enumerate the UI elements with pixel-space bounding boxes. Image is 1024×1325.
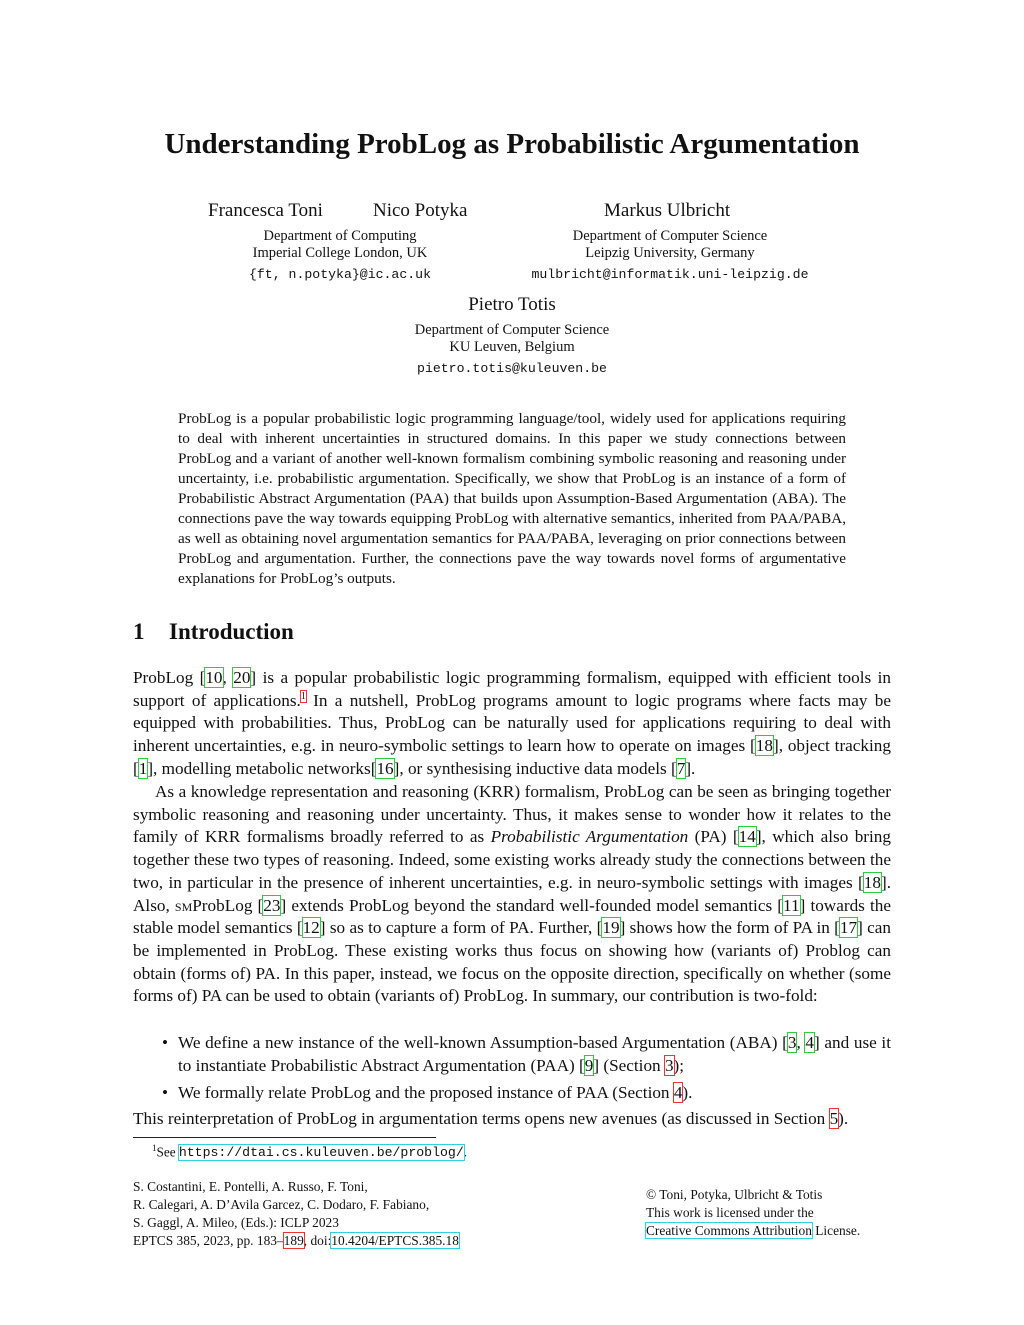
citation-link[interactable]: 3 <box>787 1033 797 1052</box>
paragraph-2 <box>133 781 891 1008</box>
citation-link[interactable]: 17 <box>839 918 858 938</box>
affiliation-dept: Department of Computer Science <box>572 228 768 244</box>
text: S. Costantini, E. Pontelli, A. Russo, F. Toni, <box>133 1179 368 1194</box>
citation-link[interactable]: 18 <box>755 736 773 756</box>
text: In a nutshell, ProbLog programs amount to logic programs where facts may be equipped with probabilities. Thus, ProbLog can be naturally used for applications requiring to deal with inherent uncertainties, e.g. in neuro-symbolic settings to learn how to operate on images [ <box>133 690 891 756</box>
text: R. Calegari, A. D’Avila Garcez, C. Dodaro, F. Fabiano, <box>133 1197 430 1212</box>
affiliation-leuven <box>392 322 632 377</box>
citation-link[interactable]: 14 <box>738 827 756 847</box>
text: ]. <box>685 758 696 778</box>
paper-title: Understanding ProbLog as Probabilistic Argumentation <box>164 128 860 160</box>
paragraph-3 <box>133 1108 891 1131</box>
affiliation-institution: Leipzig University, Germany <box>585 245 755 261</box>
text: ], modelling metabolic networks[ <box>147 758 377 778</box>
affiliation-dept: Department of Computing <box>263 228 417 244</box>
section-link[interactable]: 5 <box>829 1109 839 1128</box>
text: ). <box>838 1109 849 1128</box>
license-link[interactable]: Creative Commons Attribution <box>646 1223 812 1238</box>
citation-link[interactable]: 16 <box>376 758 394 778</box>
footnote-rule <box>133 1137 436 1138</box>
section-number: 1 <box>133 619 145 644</box>
paragraph-1 <box>133 667 891 781</box>
list-item <box>160 1032 891 1077</box>
citation-link[interactable]: 11 <box>783 895 800 915</box>
affiliation-imperial <box>220 228 460 283</box>
text: ] (Section <box>593 1055 665 1075</box>
text: ], object tracking [ <box>133 736 891 778</box>
text: ProbLog [ <box>192 895 264 915</box>
author-name: Pietro Totis <box>468 294 556 315</box>
publication-info <box>133 1178 459 1250</box>
citation-link[interactable]: 12 <box>302 918 320 938</box>
text: ] extends ProbLog beyond the standard well-founded model semantics [ <box>280 895 784 915</box>
smallcaps-text: sm <box>174 895 193 915</box>
doi-link[interactable]: 10.4204/EPTCS.385.18 <box>331 1233 459 1248</box>
bullet-icon: • <box>162 1033 169 1052</box>
text: , <box>796 1033 806 1052</box>
citation-link[interactable]: 23 <box>263 895 281 915</box>
author-name: Markus Ulbricht <box>604 200 731 221</box>
section-title: Introduction <box>169 619 294 644</box>
text: This work is licensed under the <box>646 1205 814 1220</box>
footnote <box>152 1143 467 1160</box>
section-link[interactable]: 4 <box>673 1083 683 1103</box>
text: ). <box>682 1083 693 1103</box>
text: We formally relate ProbLog and the proposed instance of PAA (Section <box>178 1083 674 1103</box>
citation-link[interactable]: 18 <box>863 872 881 892</box>
author-name: Nico Potyka <box>373 200 468 221</box>
footnote-url-link[interactable]: https://dtai.cs.kuleuven.be/problog/ <box>178 1145 464 1161</box>
list-item <box>160 1082 891 1105</box>
text: ); <box>673 1055 685 1075</box>
text: EPTCS 385, 2023, pp. 183– <box>133 1233 284 1248</box>
citation-link[interactable]: 10 <box>205 668 223 687</box>
affiliation-dept: Department of Computer Science <box>414 322 610 338</box>
citation-link[interactable]: 20 <box>233 668 251 687</box>
affiliation-leipzig <box>520 228 820 283</box>
footnote-link[interactable]: 1 <box>300 690 306 702</box>
text: This reinterpretation of ProbLog in argumentation terms opens new avenues (as discussed in Section <box>133 1109 830 1128</box>
text: S. Gaggl, A. Mileo, (Eds.): ICLP 2023 <box>133 1215 339 1230</box>
author-name: Francesca Toni <box>208 200 323 221</box>
text: ] so as to capture a form of PA. Further, [ <box>319 918 603 938</box>
citation-link[interactable]: 9 <box>584 1055 594 1075</box>
text: ] shows how the form of PA in [ <box>619 918 840 938</box>
citation-link[interactable]: 19 <box>602 918 620 938</box>
page-link[interactable]: 189 <box>283 1233 304 1248</box>
affiliation-institution: Imperial College London, UK <box>252 245 428 261</box>
section-link[interactable]: 3 <box>664 1055 674 1075</box>
license-info <box>646 1186 860 1240</box>
bullet-icon: • <box>162 1083 169 1103</box>
text: ]. Also, <box>133 872 891 915</box>
text: As a knowledge representation and reasoning (KRR) formalism, ProbLog can be seen as bringing together symbolic reasoning and reasoning under uncertainty. Thus, it makes sense to wonder how it relates to the family of KRR formalisms broadly referred to as <box>133 782 891 847</box>
copyright-text: © Toni, Potyka, Ulbricht & Totis <box>646 1187 823 1202</box>
text: We define a new instance of the well-known Assumption-based Argumentation (ABA) [ <box>178 1033 788 1052</box>
text: License. <box>811 1223 861 1238</box>
text: ProbLog [ <box>133 668 206 687</box>
citation-link[interactable]: 1 <box>138 758 148 778</box>
author-email[interactable]: pietro.totis@kuleuven.be <box>417 361 607 376</box>
text: ] towards the stable model semantics [ <box>133 895 891 938</box>
affiliation-institution: KU Leuven, Belgium <box>449 339 575 355</box>
text: , <box>222 668 234 687</box>
contribution-list <box>160 1032 891 1110</box>
text: ] can be implemented in ProbLog. These existing works thus focus on showing how (variants of) Problog can obtain (forms of) PA. In this paper, instead, we focus on the opposite direction, specifically on whether (some forms of) PA can be used to obtain (variants of) ProbLog. In summary, our contribution is two-fold: <box>133 918 891 1006</box>
text: (PA) [ <box>688 827 739 847</box>
citation-link[interactable]: 7 <box>676 758 686 778</box>
text: . <box>463 1144 468 1160</box>
citation-link[interactable]: 4 <box>805 1033 815 1052</box>
author-email[interactable]: {ft, n.potyka}@ic.ac.uk <box>248 267 432 282</box>
text: ], which also bring together these two types of reasoning. Indeed, some existing works already study the connections between the two, in particular in the presence of inherent uncertainties, e.g. in neuro-symbolic settings with images [ <box>133 827 891 892</box>
text: ] is a popular probabilistic logic programming formalism, equipped with efficient tools in support of applications. <box>133 668 891 710</box>
text: , doi: <box>303 1233 332 1248</box>
footnote-number: 1 <box>152 1143 157 1153</box>
author-email[interactable]: mulbricht@informatik.uni-leipzig.de <box>531 267 809 282</box>
text: ], or synthesising inductive data models [ <box>393 758 677 778</box>
emphasis: Probabilistic Argumentation <box>490 827 689 847</box>
text: ] and use it to instantiate Probabilistic Abstract Argumentation (PAA) [ <box>178 1033 891 1075</box>
section-heading <box>133 619 294 645</box>
abstract: ProbLog is a popular probabilistic logic programming language/tool, widely used for applications requiring to deal with inherent uncertainties in structured domains. In this paper we study connections between ProbLog and a variant of another well-known formalism combining symbolic reasoning and reasoning under uncertainty, i.e. probabilistic argumentation. Specifically, we show that ProbLog is an instance of a form of Probabilistic Abstract Argumentation (PAA) that builds upon Assumption-Based Argumentation (ABA). The connections pave the way towards equipping ProbLog with alternative semantics, inherited from PAA/PABA, as well as obtaining novel argumentation semantics for PAA/PABA, leveraging on prior connections between ProbLog and argumentation. Further, the connections pave the way towards novel forms of argumentative explanations for ProbLog’s outputs. <box>178 410 846 587</box>
text: See <box>156 1144 179 1160</box>
